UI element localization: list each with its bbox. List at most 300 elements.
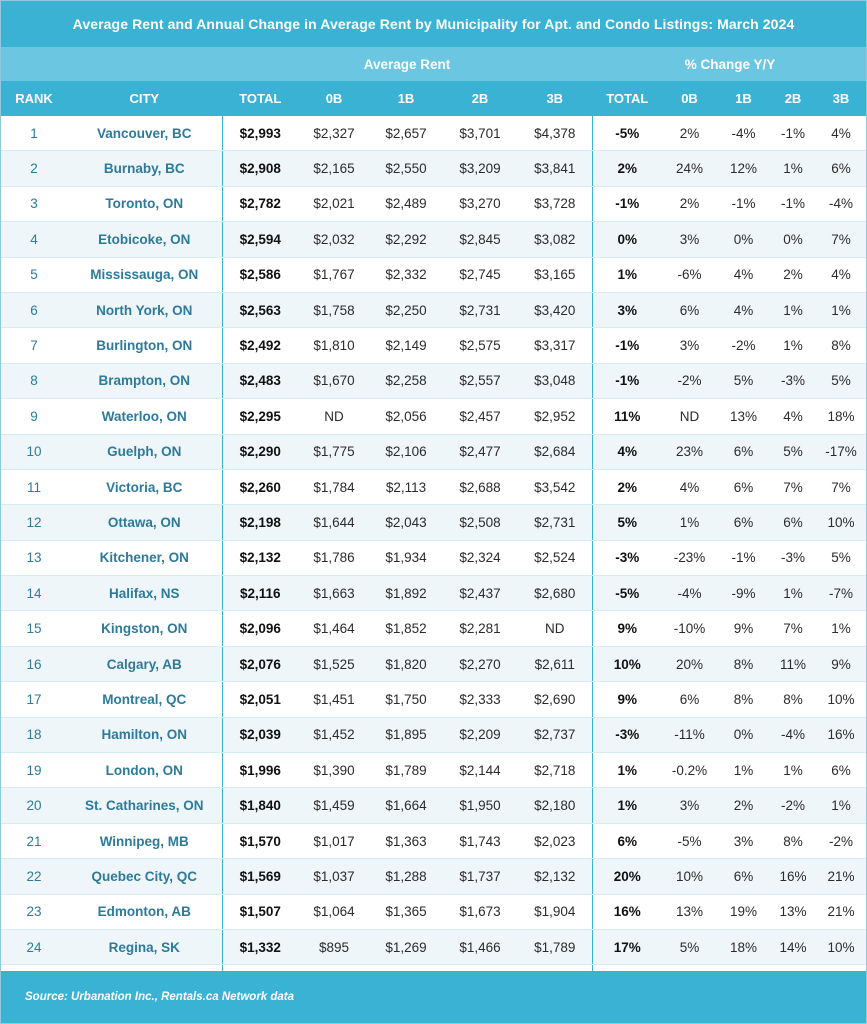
cell-rent-0b: $1,390 xyxy=(298,753,370,788)
cell-rank: 6 xyxy=(1,292,67,327)
cell-change-2b: 1% xyxy=(770,753,816,788)
cell-rent-1b: $2,043 xyxy=(370,505,442,540)
cell-rent-total: $1,840 xyxy=(222,788,298,823)
table-row xyxy=(1,151,866,186)
cell-rank: 7 xyxy=(1,328,67,363)
cell-change-3b: 7% xyxy=(816,469,866,504)
cell-rank: 21 xyxy=(1,823,67,858)
cell-change-1b: 13% xyxy=(717,399,770,434)
cell-rent-1b: $1,269 xyxy=(370,929,442,964)
cell-rank: 23 xyxy=(1,894,67,929)
cell-change-3b: 10% xyxy=(816,505,866,540)
cell-rent-0b: $1,670 xyxy=(298,363,370,398)
cell-rent-3b: $3,728 xyxy=(518,186,592,221)
cell-change-total: 10% xyxy=(592,646,662,681)
cell-city: London, ON xyxy=(67,753,222,788)
cell-city: Burnaby, BC xyxy=(67,151,222,186)
cell-change-0b: -0.2% xyxy=(662,753,717,788)
cell-rent-2b: $1,673 xyxy=(442,894,518,929)
table-row xyxy=(1,540,866,575)
cell-change-total: 6% xyxy=(592,823,662,858)
cell-city: Halifax, NS xyxy=(67,576,222,611)
table-row xyxy=(1,328,866,363)
cell-change-2b: 1% xyxy=(770,576,816,611)
table-row xyxy=(1,823,866,858)
cell-rent-1b: $2,106 xyxy=(370,434,442,469)
cell-rent-0b: $1,451 xyxy=(298,682,370,717)
cell-city: Montreal, QC xyxy=(67,682,222,717)
cell-change-1b: 2% xyxy=(717,788,770,823)
cell-change-total: 1% xyxy=(592,788,662,823)
cell-rent-3b: $2,023 xyxy=(518,823,592,858)
cell-rent-3b: $3,841 xyxy=(518,151,592,186)
table-row xyxy=(1,363,866,398)
cell-change-0b: 5% xyxy=(662,929,717,964)
cell-change-1b: 4% xyxy=(717,292,770,327)
cell-change-3b: 21% xyxy=(816,859,866,894)
cell-rent-3b: $3,165 xyxy=(518,257,592,292)
cell-change-2b: 1% xyxy=(770,328,816,363)
cell-rent-2b: $1,737 xyxy=(442,859,518,894)
cell-rent-1b: $1,892 xyxy=(370,576,442,611)
cell-city: Kitchener, ON xyxy=(67,540,222,575)
cell-rent-total: $2,586 xyxy=(222,257,298,292)
cell-rent-1b: $1,852 xyxy=(370,611,442,646)
table-row xyxy=(1,682,866,717)
cell-rent-3b: $2,524 xyxy=(518,540,592,575)
cell-rank: 11 xyxy=(1,469,67,504)
cell-change-1b: 8% xyxy=(717,646,770,681)
cell-change-3b: 18% xyxy=(816,399,866,434)
header-rent-2b: 2B xyxy=(442,81,518,116)
cell-rent-0b: $2,327 xyxy=(298,116,370,151)
cell-change-0b: -5% xyxy=(662,823,717,858)
cell-change-0b: 3% xyxy=(662,328,717,363)
cell-change-1b: -9% xyxy=(717,576,770,611)
cell-city: Burlington, ON xyxy=(67,328,222,363)
cell-change-0b: 3% xyxy=(662,788,717,823)
cell-rent-1b: $2,250 xyxy=(370,292,442,327)
cell-change-total: -1% xyxy=(592,363,662,398)
cell-rent-0b: $1,464 xyxy=(298,611,370,646)
cell-rent-2b: $2,281 xyxy=(442,611,518,646)
cell-change-2b: -1% xyxy=(770,186,816,221)
cell-rent-0b: $1,775 xyxy=(298,434,370,469)
cell-change-0b: 23% xyxy=(662,434,717,469)
cell-change-2b: 7% xyxy=(770,611,816,646)
cell-city: Ottawa, ON xyxy=(67,505,222,540)
cell-rent-0b: $2,165 xyxy=(298,151,370,186)
cell-rent-total: $1,996 xyxy=(222,753,298,788)
cell-rent-total: $2,782 xyxy=(222,186,298,221)
cell-rent-2b: $2,575 xyxy=(442,328,518,363)
cell-rent-3b: ND xyxy=(518,611,592,646)
cell-change-3b: 1% xyxy=(816,611,866,646)
cell-change-0b: -23% xyxy=(662,540,717,575)
cell-rent-1b: $1,820 xyxy=(370,646,442,681)
cell-change-total: -5% xyxy=(592,576,662,611)
cell-rank: 19 xyxy=(1,753,67,788)
cell-rent-total: $1,507 xyxy=(222,894,298,929)
cell-rent-1b: $1,789 xyxy=(370,753,442,788)
cell-city: Winnipeg, MB xyxy=(67,823,222,858)
cell-city: Mississauga, ON xyxy=(67,257,222,292)
cell-rent-2b: $2,745 xyxy=(442,257,518,292)
table-title: Average Rent and Annual Change in Average Rent by Municipality for Apt. and Condo Listings: March 2024 xyxy=(1,1,866,47)
group-percent-change: % Change Y/Y xyxy=(684,56,776,72)
cell-change-0b: -6% xyxy=(662,257,717,292)
cell-rent-total: $2,483 xyxy=(222,363,298,398)
table-body xyxy=(1,116,866,1000)
cell-change-1b: 5% xyxy=(717,363,770,398)
cell-rent-2b: $2,508 xyxy=(442,505,518,540)
cell-rent-3b: $2,611 xyxy=(518,646,592,681)
cell-change-1b: 0% xyxy=(717,717,770,752)
cell-rent-0b: $1,459 xyxy=(298,788,370,823)
cell-rent-3b: $1,904 xyxy=(518,894,592,929)
cell-rent-1b: $2,149 xyxy=(370,328,442,363)
cell-rent-2b: $1,466 xyxy=(442,929,518,964)
cell-rent-0b: ND xyxy=(298,399,370,434)
cell-rent-total: $2,051 xyxy=(222,682,298,717)
cell-change-2b: 13% xyxy=(770,894,816,929)
column-group-row xyxy=(1,47,866,81)
cell-rent-3b: $3,048 xyxy=(518,363,592,398)
cell-rent-total: $2,492 xyxy=(222,328,298,363)
cell-rent-2b: $2,688 xyxy=(442,469,518,504)
header-change-0b: 0B xyxy=(662,81,717,116)
cell-change-2b: 11% xyxy=(770,646,816,681)
cell-rent-2b: $3,270 xyxy=(442,186,518,221)
cell-rank: 15 xyxy=(1,611,67,646)
cell-rent-0b: $1,784 xyxy=(298,469,370,504)
cell-change-2b: 1% xyxy=(770,151,816,186)
cell-change-1b: 12% xyxy=(717,151,770,186)
cell-change-total: 17% xyxy=(592,929,662,964)
cell-rent-0b: $1,767 xyxy=(298,257,370,292)
cell-change-total: -3% xyxy=(592,717,662,752)
cell-change-3b: 7% xyxy=(816,222,866,257)
cell-rank: 18 xyxy=(1,717,67,752)
cell-rent-1b: $2,489 xyxy=(370,186,442,221)
cell-rent-0b: $1,064 xyxy=(298,894,370,929)
cell-change-3b: 1% xyxy=(816,788,866,823)
cell-rent-2b: $3,701 xyxy=(442,116,518,151)
cell-city: North York, ON xyxy=(67,292,222,327)
cell-rent-total: $2,993 xyxy=(222,116,298,151)
cell-change-total: -3% xyxy=(592,540,662,575)
cell-city: Toronto, ON xyxy=(67,186,222,221)
cell-city: Edmonton, AB xyxy=(67,894,222,929)
cell-rent-total: $2,116 xyxy=(222,576,298,611)
cell-change-0b: 2% xyxy=(662,116,717,151)
header-rent-3b: 3B xyxy=(518,81,592,116)
cell-change-1b: -1% xyxy=(717,186,770,221)
cell-rank: 22 xyxy=(1,859,67,894)
cell-change-total: 5% xyxy=(592,505,662,540)
cell-rent-total: $2,076 xyxy=(222,646,298,681)
cell-change-1b: -1% xyxy=(717,540,770,575)
cell-change-1b: 4% xyxy=(717,257,770,292)
cell-rank: 8 xyxy=(1,363,67,398)
cell-change-2b: 0% xyxy=(770,222,816,257)
cell-rank: 3 xyxy=(1,186,67,221)
cell-rank: 9 xyxy=(1,399,67,434)
cell-change-1b: 9% xyxy=(717,611,770,646)
cell-change-total: 20% xyxy=(592,859,662,894)
cell-rent-0b: $1,663 xyxy=(298,576,370,611)
cell-change-3b: 10% xyxy=(816,682,866,717)
cell-rank: 4 xyxy=(1,222,67,257)
header-rent-total: TOTAL xyxy=(222,81,298,116)
cell-change-0b: 24% xyxy=(662,151,717,186)
cell-change-2b: 8% xyxy=(770,823,816,858)
cell-change-total: -1% xyxy=(592,328,662,363)
table-row xyxy=(1,292,866,327)
cell-rent-1b: $2,113 xyxy=(370,469,442,504)
cell-rent-total: $2,908 xyxy=(222,151,298,186)
cell-change-3b: 4% xyxy=(816,257,866,292)
cell-rank: 14 xyxy=(1,576,67,611)
cell-rank: 2 xyxy=(1,151,67,186)
cell-change-total: 9% xyxy=(592,611,662,646)
cell-rent-0b: $1,017 xyxy=(298,823,370,858)
cell-city: Kingston, ON xyxy=(67,611,222,646)
cell-rent-total: $2,132 xyxy=(222,540,298,575)
cell-rank: 5 xyxy=(1,257,67,292)
cell-change-total: 16% xyxy=(592,894,662,929)
table-row xyxy=(1,222,866,257)
cell-city: Brampton, ON xyxy=(67,363,222,398)
cell-city: Victoria, BC xyxy=(67,469,222,504)
cell-city: Regina, SK xyxy=(67,929,222,964)
cell-rent-0b: $1,644 xyxy=(298,505,370,540)
cell-rent-2b: $2,270 xyxy=(442,646,518,681)
cell-change-total: 9% xyxy=(592,682,662,717)
table-row xyxy=(1,788,866,823)
cell-change-total: 4% xyxy=(592,434,662,469)
table-row xyxy=(1,399,866,434)
cell-change-1b: 6% xyxy=(717,434,770,469)
cell-rent-3b: $2,690 xyxy=(518,682,592,717)
cell-change-3b: 4% xyxy=(816,116,866,151)
table-row xyxy=(1,434,866,469)
cell-rent-0b: $895 xyxy=(298,929,370,964)
cell-rent-2b: $2,457 xyxy=(442,399,518,434)
cell-rent-3b: $2,952 xyxy=(518,399,592,434)
cell-rent-2b: $2,324 xyxy=(442,540,518,575)
cell-rent-2b: $2,209 xyxy=(442,717,518,752)
table-row xyxy=(1,116,866,151)
cell-change-2b: 4% xyxy=(770,399,816,434)
cell-change-2b: -2% xyxy=(770,788,816,823)
cell-rent-1b: $1,288 xyxy=(370,859,442,894)
header-change-1b: 1B xyxy=(717,81,770,116)
cell-city: Hamilton, ON xyxy=(67,717,222,752)
header-row xyxy=(1,81,866,116)
cell-rent-total: $2,594 xyxy=(222,222,298,257)
cell-rent-3b: $2,680 xyxy=(518,576,592,611)
cell-city: Vancouver, BC xyxy=(67,116,222,151)
cell-change-0b: 6% xyxy=(662,292,717,327)
table-row xyxy=(1,257,866,292)
cell-change-3b: 8% xyxy=(816,328,866,363)
cell-change-total: 1% xyxy=(592,257,662,292)
cell-change-2b: 2% xyxy=(770,257,816,292)
cell-change-3b: 16% xyxy=(816,717,866,752)
cell-rent-1b: $2,056 xyxy=(370,399,442,434)
cell-rent-2b: $2,557 xyxy=(442,363,518,398)
table-row xyxy=(1,894,866,929)
cell-change-3b: 6% xyxy=(816,151,866,186)
cell-rank: 17 xyxy=(1,682,67,717)
cell-rent-2b: $2,333 xyxy=(442,682,518,717)
cell-rent-0b: $1,037 xyxy=(298,859,370,894)
cell-change-0b: -2% xyxy=(662,363,717,398)
cell-change-0b: 6% xyxy=(662,682,717,717)
cell-change-total: 3% xyxy=(592,292,662,327)
cell-rent-3b: $3,542 xyxy=(518,469,592,504)
source-note: Source: Urbanation Inc., Rentals.ca Network data xyxy=(1,971,866,1023)
cell-change-3b: 21% xyxy=(816,894,866,929)
cell-change-1b: 1% xyxy=(717,753,770,788)
cell-rent-3b: $2,132 xyxy=(518,859,592,894)
header-rent-0b: 0B xyxy=(298,81,370,116)
cell-change-0b: 10% xyxy=(662,859,717,894)
header-city: CITY xyxy=(67,81,222,116)
cell-rent-2b: $2,731 xyxy=(442,292,518,327)
cell-change-3b: 6% xyxy=(816,753,866,788)
cell-rent-3b: $3,317 xyxy=(518,328,592,363)
cell-rent-0b: $1,758 xyxy=(298,292,370,327)
table-row xyxy=(1,611,866,646)
cell-change-2b: 8% xyxy=(770,682,816,717)
cell-change-1b: 18% xyxy=(717,929,770,964)
cell-change-2b: -1% xyxy=(770,116,816,151)
cell-change-total: 11% xyxy=(592,399,662,434)
cell-rent-total: $2,039 xyxy=(222,717,298,752)
cell-city: Waterloo, ON xyxy=(67,399,222,434)
cell-change-0b: -11% xyxy=(662,717,717,752)
cell-rent-total: $1,570 xyxy=(222,823,298,858)
cell-change-3b: 1% xyxy=(816,292,866,327)
cell-change-1b: 3% xyxy=(717,823,770,858)
cell-change-total: 2% xyxy=(592,469,662,504)
cell-change-2b: 14% xyxy=(770,929,816,964)
cell-change-1b: 0% xyxy=(717,222,770,257)
cell-rank: 24 xyxy=(1,929,67,964)
cell-rent-2b: $1,743 xyxy=(442,823,518,858)
cell-rent-2b: $2,144 xyxy=(442,753,518,788)
cell-change-0b: 2% xyxy=(662,186,717,221)
cell-change-2b: -3% xyxy=(770,540,816,575)
cell-change-1b: 8% xyxy=(717,682,770,717)
cell-rent-3b: $2,684 xyxy=(518,434,592,469)
cell-change-total: -1% xyxy=(592,186,662,221)
cell-change-total: -5% xyxy=(592,116,662,151)
cell-rent-total: $2,563 xyxy=(222,292,298,327)
cell-rent-1b: $2,258 xyxy=(370,363,442,398)
cell-change-1b: 6% xyxy=(717,859,770,894)
cell-rent-0b: $1,786 xyxy=(298,540,370,575)
cell-rent-total: $2,290 xyxy=(222,434,298,469)
cell-change-1b: 6% xyxy=(717,505,770,540)
cell-change-total: 0% xyxy=(592,222,662,257)
cell-rent-1b: $1,363 xyxy=(370,823,442,858)
cell-change-0b: -10% xyxy=(662,611,717,646)
cell-change-2b: 1% xyxy=(770,292,816,327)
cell-rank: 13 xyxy=(1,540,67,575)
cell-rent-1b: $1,895 xyxy=(370,717,442,752)
cell-rent-3b: $2,718 xyxy=(518,753,592,788)
cell-change-0b: -4% xyxy=(662,576,717,611)
table-row xyxy=(1,717,866,752)
cell-rent-0b: $2,032 xyxy=(298,222,370,257)
cell-rank: 16 xyxy=(1,646,67,681)
table-row xyxy=(1,505,866,540)
cell-change-1b: 6% xyxy=(717,469,770,504)
cell-rent-3b: $2,731 xyxy=(518,505,592,540)
cell-rent-1b: $1,664 xyxy=(370,788,442,823)
cell-city: Guelph, ON xyxy=(67,434,222,469)
cell-rent-total: $2,295 xyxy=(222,399,298,434)
cell-change-0b: 13% xyxy=(662,894,717,929)
cell-rent-3b: $2,180 xyxy=(518,788,592,823)
table-row xyxy=(1,859,866,894)
cell-rent-total: $1,569 xyxy=(222,859,298,894)
table-row xyxy=(1,469,866,504)
cell-change-3b: -7% xyxy=(816,576,866,611)
cell-change-3b: -17% xyxy=(816,434,866,469)
cell-change-1b: 19% xyxy=(717,894,770,929)
cell-rent-2b: $2,477 xyxy=(442,434,518,469)
cell-change-0b: 20% xyxy=(662,646,717,681)
cell-rent-1b: $1,934 xyxy=(370,540,442,575)
cell-change-0b: ND xyxy=(662,399,717,434)
cell-change-total: 2% xyxy=(592,151,662,186)
header-change-3b: 3B xyxy=(816,81,866,116)
cell-rent-2b: $2,845 xyxy=(442,222,518,257)
table-row xyxy=(1,186,866,221)
cell-change-total: 1% xyxy=(592,753,662,788)
cell-rank: 10 xyxy=(1,434,67,469)
table-row xyxy=(1,929,866,964)
cell-change-2b: 5% xyxy=(770,434,816,469)
cell-rent-2b: $3,209 xyxy=(442,151,518,186)
cell-change-0b: 4% xyxy=(662,469,717,504)
cell-rent-3b: $4,378 xyxy=(518,116,592,151)
cell-city: Calgary, AB xyxy=(67,646,222,681)
cell-rent-0b: $2,021 xyxy=(298,186,370,221)
cell-rent-0b: $1,525 xyxy=(298,646,370,681)
cell-rent-1b: $2,332 xyxy=(370,257,442,292)
cell-change-2b: 7% xyxy=(770,469,816,504)
cell-change-1b: -2% xyxy=(717,328,770,363)
cell-change-0b: 1% xyxy=(662,505,717,540)
header-rank: RANK xyxy=(1,81,67,116)
cell-change-3b: 10% xyxy=(816,929,866,964)
cell-change-3b: -4% xyxy=(816,186,866,221)
table-row xyxy=(1,646,866,681)
cell-rent-2b: $1,950 xyxy=(442,788,518,823)
table-row xyxy=(1,753,866,788)
rent-table xyxy=(1,81,866,1001)
cell-rent-2b: $2,437 xyxy=(442,576,518,611)
cell-rent-1b: $1,365 xyxy=(370,894,442,929)
header-change-2b: 2B xyxy=(770,81,816,116)
cell-city: Quebec City, QC xyxy=(67,859,222,894)
cell-rent-0b: $1,810 xyxy=(298,328,370,363)
